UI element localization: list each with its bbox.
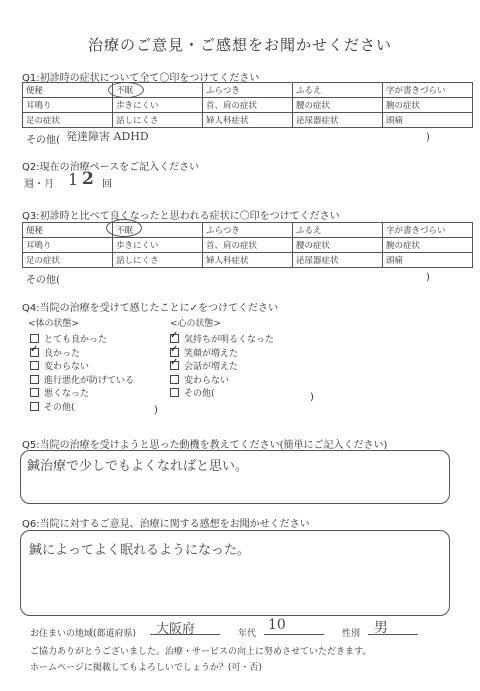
- q3-row: [23, 223, 473, 238]
- q3-close-paren: ): [426, 272, 430, 283]
- q4-option-label: 変わらない: [184, 375, 230, 386]
- q5-answer: 鍼治療で少しでもよくなればと思い。: [27, 459, 249, 474]
- q2-unit: 回: [102, 179, 112, 190]
- q4-mind-header: <心の状態>: [170, 319, 222, 329]
- q3-symptom-cell[interactable]: 首、肩の症状: [203, 238, 293, 253]
- q4-option[interactable]: [170, 359, 238, 372]
- q1-symptom-cell[interactable]: 首、肩の症状: [203, 98, 293, 113]
- q3-symptom-cell[interactable]: 泌尿器症状: [293, 253, 383, 268]
- q1-symptom-cell[interactable]: 頭痛: [383, 113, 473, 128]
- thanks-text: ご協力ありがとうございました。治療・サービスの向上に努めさせていただきます。: [30, 647, 372, 657]
- checkbox-icon[interactable]: [30, 388, 39, 397]
- checkbox-icon[interactable]: [30, 361, 39, 370]
- checkbox-icon[interactable]: [170, 334, 179, 343]
- q2-count-2: 2: [82, 169, 94, 189]
- q3-symptom-cell[interactable]: 腰の症状: [293, 238, 383, 253]
- q2-label: Q2:現在の治療ペースをご記入ください: [22, 162, 200, 173]
- q4-option[interactable]: [170, 332, 274, 345]
- q4-label: Q4:当院の治療を受けて感じたことに✓をつけてください: [22, 303, 278, 314]
- q3-symptom-cell[interactable]: 不眠: [113, 223, 203, 238]
- q3-row: [23, 238, 473, 253]
- q3-symptom-cell[interactable]: 足の症状: [23, 253, 113, 268]
- q4-option[interactable]: [30, 373, 134, 386]
- gender-value: 男: [374, 620, 388, 636]
- q1-other-row: [22, 128, 442, 144]
- q3-other-row: [22, 268, 442, 284]
- q1-row: [23, 98, 473, 113]
- q3-symptom-cell[interactable]: 腕の症状: [383, 238, 473, 253]
- q1-row: [23, 113, 473, 128]
- checkbox-icon[interactable]: [170, 348, 179, 357]
- q1-symptom-cell[interactable]: 耳鳴り: [23, 98, 113, 113]
- q3-symptom-cell[interactable]: 頭痛: [383, 253, 473, 268]
- q4-option-label: とても良かった: [44, 335, 108, 345]
- q4-option-label: 笑顔が増えた: [184, 348, 239, 359]
- q3-symptom-cell[interactable]: 耳鳴り: [23, 238, 113, 253]
- q1-close-paren: ): [426, 132, 430, 143]
- q4-option[interactable]: [170, 346, 238, 359]
- q4-option-label: 良かった: [44, 348, 81, 359]
- checkbox-icon[interactable]: [30, 348, 39, 357]
- q2-week-label: 週・月: [24, 179, 54, 190]
- checkbox-icon[interactable]: [30, 334, 39, 343]
- q1-symptom-table: [22, 82, 473, 128]
- q1-symptom-cell[interactable]: 婦人科症状: [203, 113, 293, 128]
- q1-other-answer[interactable]: 発達障害 ADHD: [66, 130, 149, 143]
- q4-option[interactable]: [30, 386, 89, 399]
- q1-symptom-cell[interactable]: ふらつき: [203, 83, 293, 98]
- region-value: 大阪府: [156, 622, 196, 637]
- q1-symptom-cell[interactable]: 腰の症状: [293, 98, 383, 113]
- q3-circle-mark: [106, 219, 142, 237]
- q4-option-label: 気持ちが明るくなった: [184, 335, 275, 345]
- q1-symptom-cell[interactable]: 泌尿器症状: [293, 113, 383, 128]
- q6-label: Q6:当院に対するご意見、治療に関する感想をお聞かせください: [22, 519, 310, 530]
- q1-symptom-cell[interactable]: 歩きにくい: [113, 98, 203, 113]
- q5-answer-box[interactable]: [20, 450, 450, 504]
- q4-option-label: その他(: [44, 402, 75, 413]
- q1-symptom-cell[interactable]: 便秘: [23, 83, 113, 98]
- q3-other-label: その他(: [26, 275, 60, 286]
- q4-option[interactable]: [30, 346, 80, 359]
- q1-symptom-cell[interactable]: 不眠: [113, 83, 203, 98]
- q4-option-label: その他(: [184, 389, 215, 399]
- q6-answer: 鍼によってよく眠れるようになった。: [29, 543, 251, 558]
- checkbox-icon[interactable]: [30, 375, 39, 384]
- q3-symptom-cell[interactable]: 婦人科症状: [203, 253, 293, 268]
- q4-option-label: 会話が増えた: [184, 362, 239, 372]
- age-value: 10: [268, 617, 286, 633]
- region-field[interactable]: [150, 618, 220, 635]
- q4-option-label: 進行悪化が防げている: [44, 375, 135, 386]
- q3-symptom-cell[interactable]: ふるえ: [293, 223, 383, 238]
- homepage-question: ホームページに掲載してもよろしいでしょうか？(可・否): [30, 663, 262, 673]
- q4-option[interactable]: [30, 400, 75, 413]
- q3-symptom-cell[interactable]: 便秘: [23, 223, 113, 238]
- q4-option[interactable]: [170, 386, 215, 399]
- q3-symptom-cell[interactable]: 話しにくさ: [113, 253, 203, 268]
- q2-count: 1: [68, 170, 79, 189]
- q4-mind-close-paren: ): [310, 392, 314, 403]
- q4-option[interactable]: [30, 359, 89, 372]
- q1-symptom-cell[interactable]: 腕の症状: [383, 98, 473, 113]
- q4-option-label: 変わらない: [44, 362, 90, 372]
- q1-other-label: その他(: [26, 135, 60, 146]
- q3-symptom-cell[interactable]: 歩きにくい: [113, 238, 203, 253]
- q5-label: Q5:当院の治療を受けようと思った動機を教えてください(簡単にご記入ください): [22, 440, 388, 451]
- q1-symptom-cell[interactable]: 足の症状: [23, 113, 113, 128]
- q3-row: [23, 253, 473, 268]
- q3-symptom-cell[interactable]: 字が書きづらい: [383, 223, 473, 238]
- q1-label: Q1:初診時の症状について全て〇印をつけてください: [22, 73, 260, 84]
- q1-symptom-cell[interactable]: 話しにくさ: [113, 113, 203, 128]
- page-title: 治療のご意見・ご感想をお聞かせください: [87, 36, 392, 54]
- q1-row: [23, 83, 473, 98]
- q4-option[interactable]: [30, 332, 107, 345]
- q1-symptom-cell[interactable]: 字が書きづらい: [383, 83, 473, 98]
- q1-circle-mark: [108, 82, 144, 98]
- q6-answer-box[interactable]: [20, 530, 450, 616]
- q4-option[interactable]: [170, 373, 229, 386]
- age-field[interactable]: [264, 618, 324, 635]
- checkbox-icon[interactable]: [170, 361, 179, 370]
- region-label: お住まいの地域(都道府県): [30, 629, 137, 639]
- checkbox-icon[interactable]: [170, 375, 179, 384]
- q4-body-close-paren: ): [154, 405, 158, 416]
- q2-pace-field[interactable]: [22, 169, 132, 190]
- gender-label: 性別: [342, 629, 361, 639]
- q3-label: Q3:初診時と比べて良くなったと思われる症状に〇印をつけてください: [22, 211, 340, 222]
- q4-option-label: 悪くなった: [44, 389, 90, 399]
- checkbox-icon[interactable]: [30, 402, 39, 411]
- q3-symptom-cell[interactable]: ふらつき: [203, 223, 293, 238]
- age-label: 年代: [238, 629, 257, 639]
- gender-field[interactable]: [368, 618, 418, 635]
- checkbox-icon[interactable]: [170, 388, 179, 397]
- q3-symptom-table: [22, 222, 473, 268]
- q1-symptom-cell[interactable]: ふるえ: [293, 83, 383, 98]
- q4-body-header: <体の状態>: [28, 319, 80, 329]
